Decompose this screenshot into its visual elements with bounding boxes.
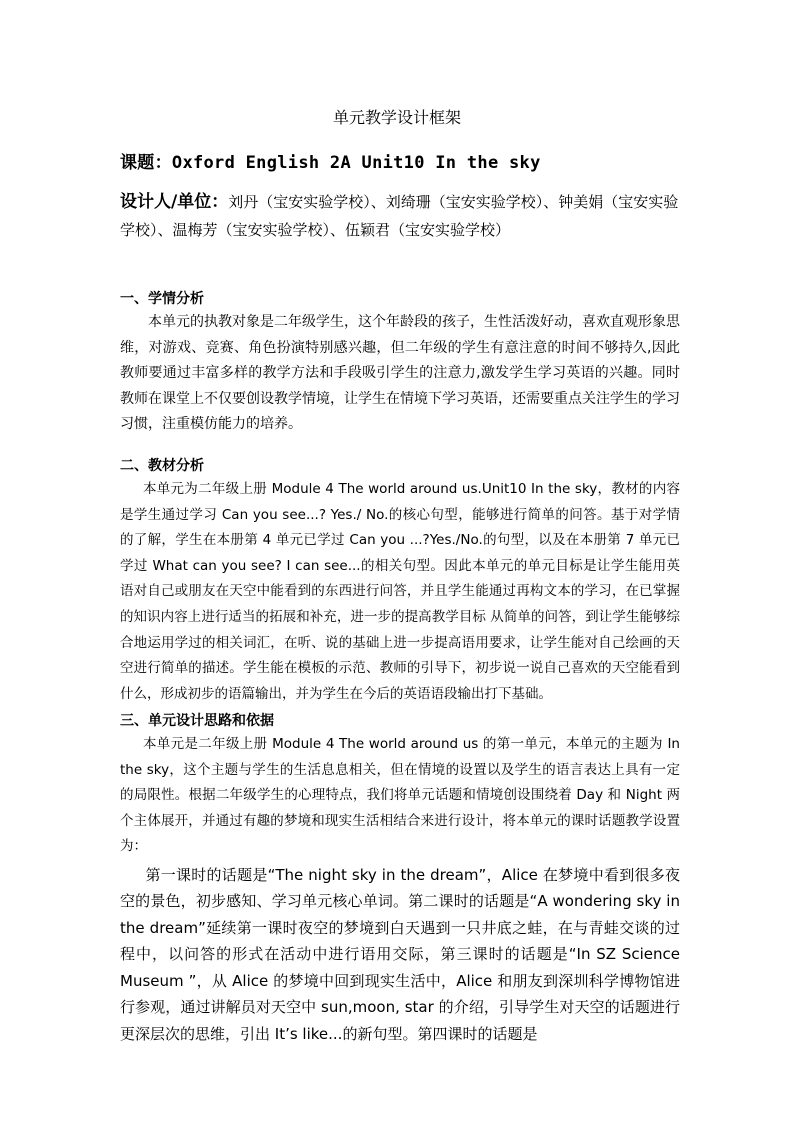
section-heading: 三、单元设计思路和依据 (120, 713, 274, 729)
designers-label: 设计人/单位： (120, 192, 229, 212)
section-paragraph: 第一课时的话题是“The night sky in the dream”，Alice 在梦境中看到很多夜空的景色，初步感知、学习单元核心单词。第二课时的话题是“A wondering sky in the dream”延续第一课时夜空的梦境到白天遇到一只井底之蛙，在与青蛙交谈的过程中，以问答的形式在活动中进行语用交际，第三课时的话题是“In SZ Science Museum ”，从 Alice 的梦境中回到现实生活中，Alice 和朋友到深圳科学博物馆进行参观，通过讲解员对天空中 sun,moon, star 的介绍，引导学生对天空的话题进行更深层次的思维，引出 It’s like...的新句型。第四课时的话题是 (120, 865, 680, 1043)
document-title: 单元教学设计框架 (332, 108, 461, 127)
section-heading: 一、学情分析 (120, 291, 204, 307)
subject-label: 课题： (120, 153, 172, 173)
subject-line (120, 148, 541, 173)
designers-line (120, 188, 680, 244)
section-unit-design (120, 710, 680, 1047)
section-paragraph: 本单元为二年级上册 Module 4 The world around us.Unit10 In the sky，教材的内容是学生通过学习 Can you see...? Yes./ No.的核心句型，能够进行简单的问答。基于对学情的了解，学生在本册第 4 单元已学过 Can you ...?Yes./No.的句型，以及在本册第 7 单元已学过 What can you see? I can see...的相关句型。因此本单元的单元目标是让学生能用英语对自己或朋友在天空中能看到的东西进行问答，并且学生能通过再构文本的学习，在已掌握的知识内容上进行适当的拓展和补充，进一步的提高教学目标 从简单的问答，到让学生能够综合地运用学过的相关词汇，在听、说的基础上进一步提高语用要求，让学生能对自己绘画的天空进行简单的描述。学生能在模板的示范、教师的引导下，初步说一说自己喜欢的天空能看到什么，形成初步的语篇输出，并为学生在今后的英语语段输出打下基础。 (120, 481, 680, 702)
section-heading: 二、教材分析 (120, 458, 204, 474)
section-paragraph: 本单元的执教对象是二年级学生，这个年龄段的孩子，生性活泼好动，喜欢直观形象思维，对游戏、竞赛、角色扮演特别感兴趣，但二年级的学生有意注意的时间不够持久,因此教师要通过丰富多样的教学方法和手段吸引学生的注意力,激发学生学习英语的兴趣。同时教师在课堂上不仅要创设教学情境，让学生在情境下学习英语，还需要重点关注学生的学习习惯，注重模仿能力的培养。 (120, 314, 680, 432)
section-student-analysis (120, 288, 680, 438)
section-paragraph: 本单元是二年级上册 Module 4 The world around us 的第一单元，本单元的主题为 In the sky，这个主题与学生的生活息息相关，但在情境的设置以及学生的语言表达上具有一定的局限性。根据二年级学生的心理特点，我们将单元话题和情境创设围绕着 Day 和 Night 两个主体展开，并通过有趣的梦境和现实生活相结合来进行设计，将本单元的课时话题教学设置为： (120, 736, 680, 855)
designers-value: 刘丹（宝安实验学校）、刘绮珊（宝安实验学校）、钟美娟（宝安实验学校）、温梅芳（宝安实验学校）、伍颖君（宝安实验学校） (120, 193, 679, 239)
section-textbook-analysis (120, 455, 680, 707)
subject-value: Oxford English 2A Unit10 In the sky (171, 153, 541, 173)
